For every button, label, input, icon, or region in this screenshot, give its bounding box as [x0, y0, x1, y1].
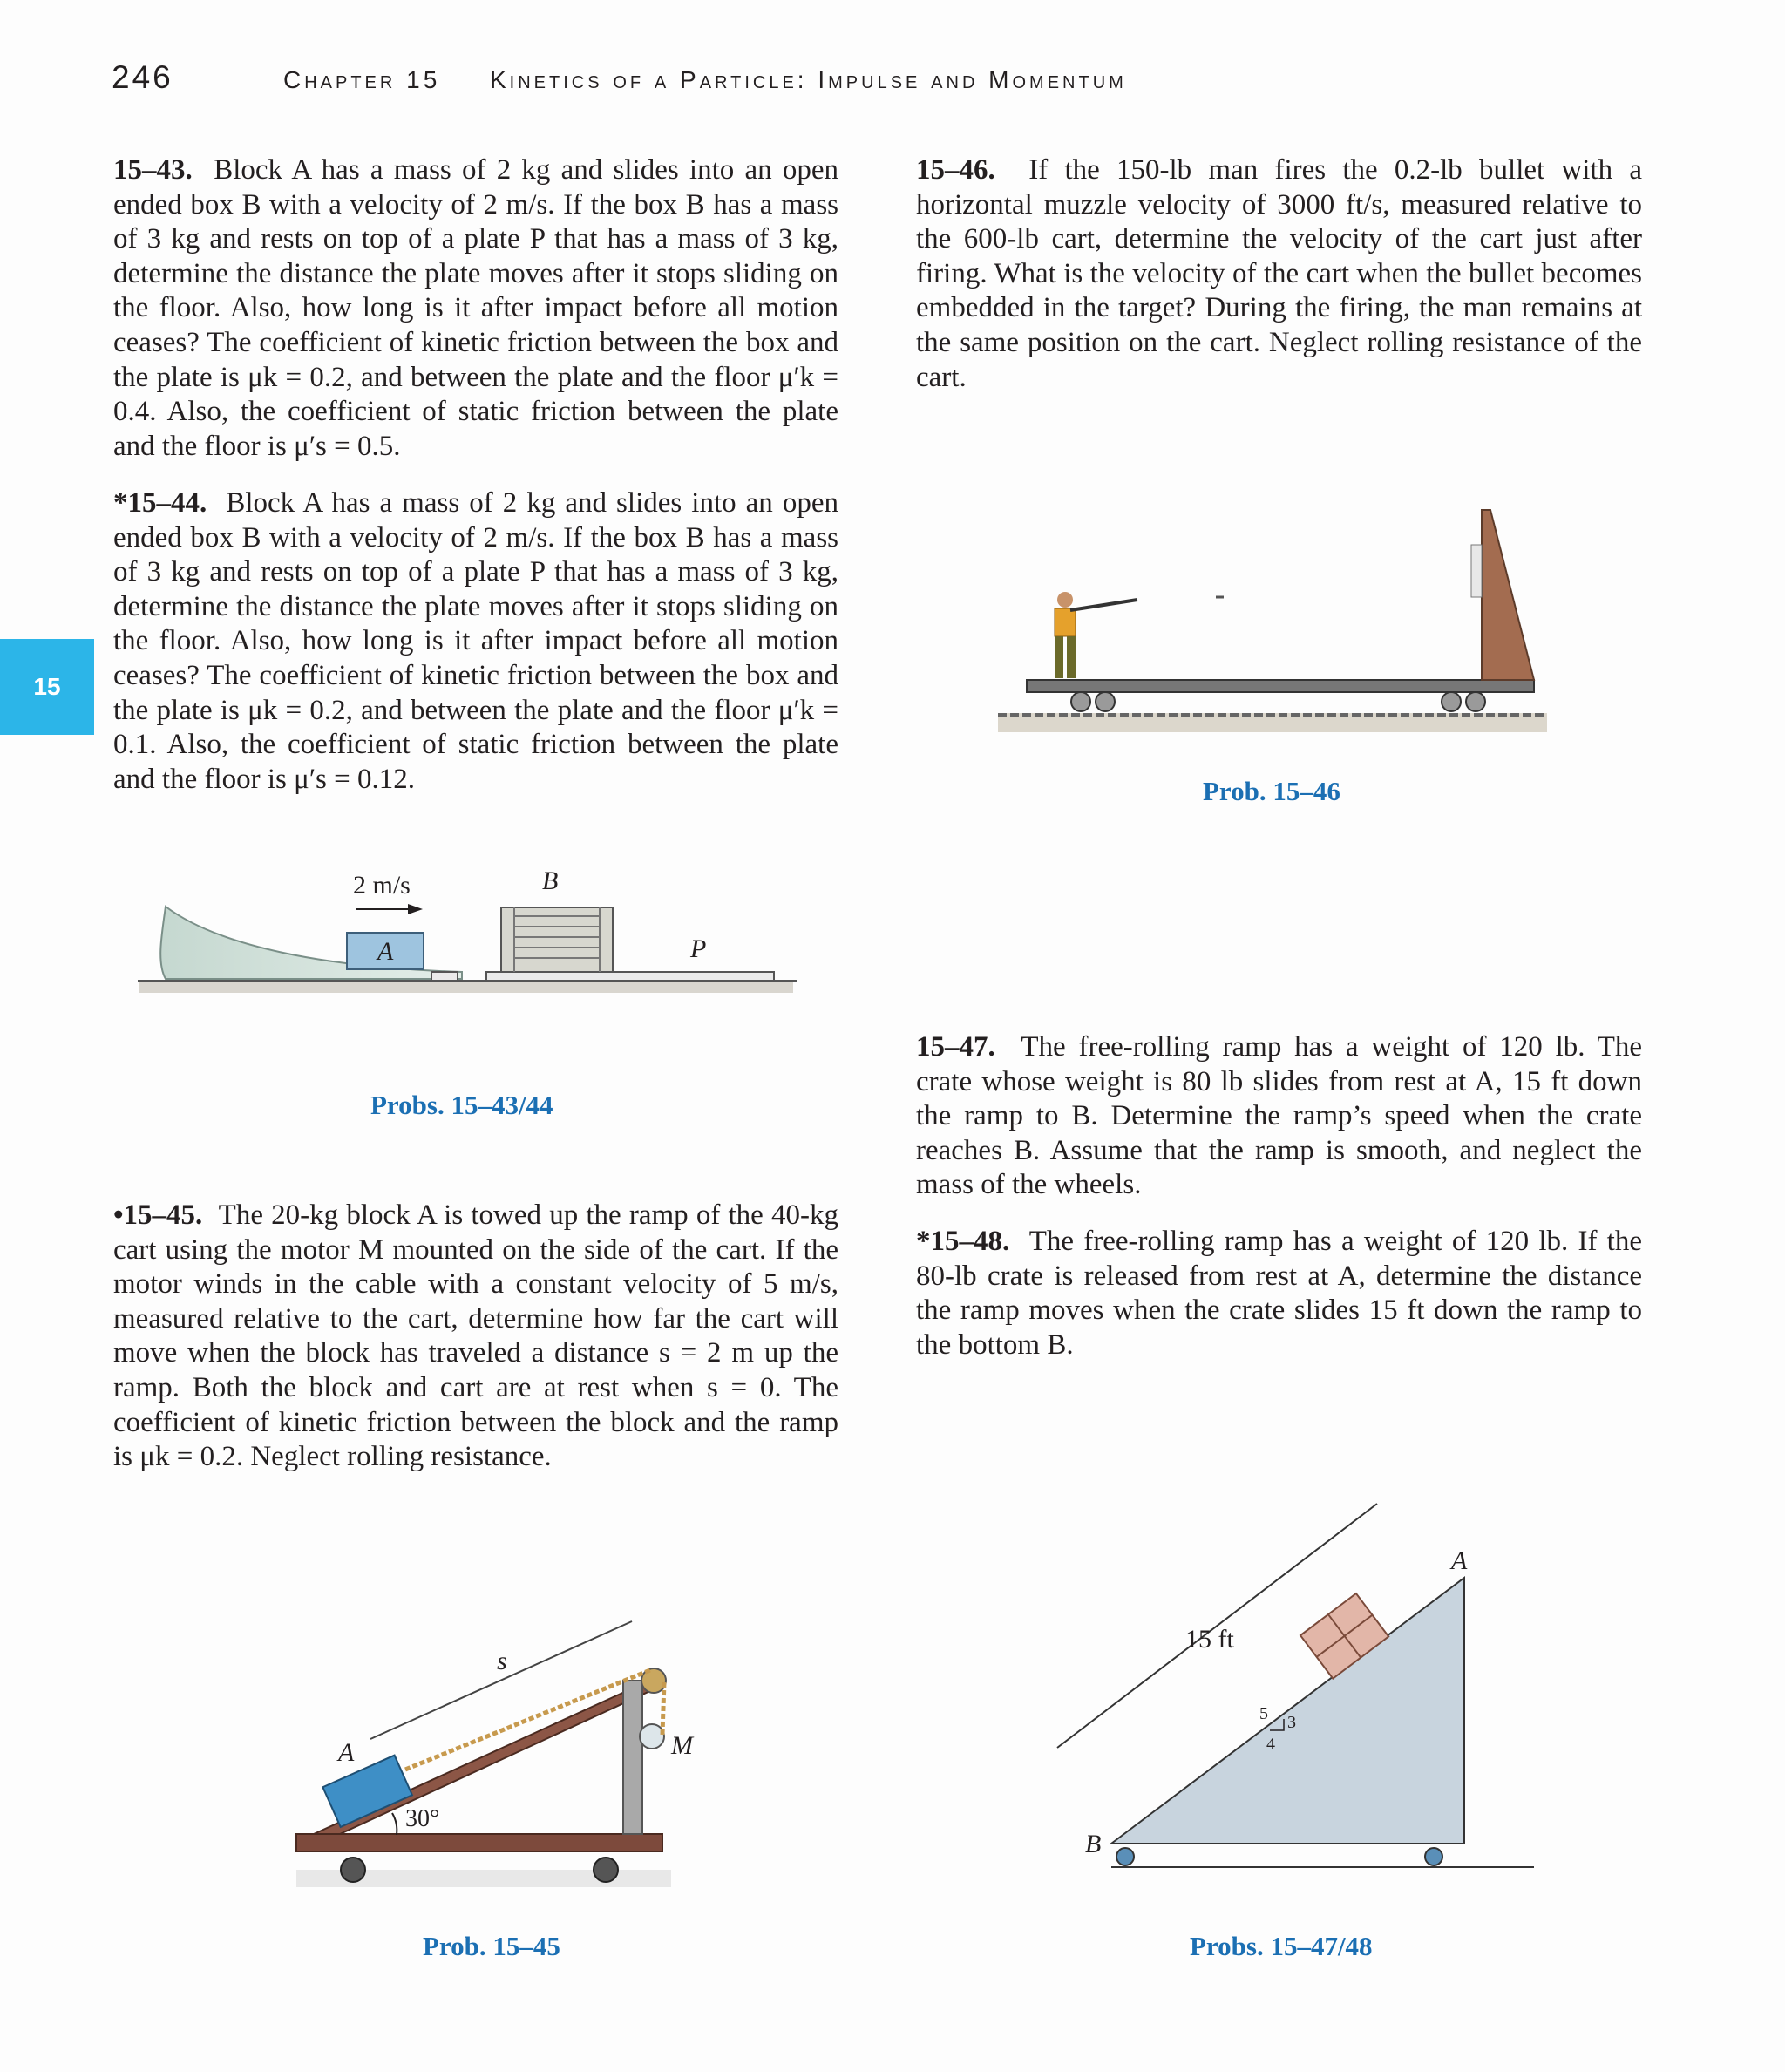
floor-hatch — [139, 981, 793, 993]
problem-text: Block A has a mass of 2 kg and slides into an open ended box B with a velocity of 2 m/s. If the box B has a mass of 3 kg and rests on top of a plate P that has a mass of 3 kg, determine the distance the plate moves after it stops sliding on the floor. Also, how long is it after impact before all motion ceases? The coefficient of kinetic friction between the box and the plate is μk = 0.2, and between the plate and the floor μ′k = 0.1. Also, the coefficient of static friction between the plate and the floor is μ′s = 0.12. — [113, 487, 838, 795]
cart-deck — [1027, 680, 1534, 692]
chapter-label: Chapter 15 — [283, 66, 441, 93]
page-number: 246 — [112, 59, 173, 95]
man-figure — [1055, 592, 1137, 678]
label-a: A — [1451, 1546, 1468, 1575]
problem-15-46 — [916, 153, 1642, 395]
problem-number: *15–44. — [113, 487, 207, 519]
problem-number: 15–43. — [113, 154, 193, 186]
problem-15-44 — [113, 486, 838, 797]
problem-text: The free-rolling ramp has a weight of 120 lb. If the 80-lb crate is released from rest at A, determine the distance the ramp moves when the crate slides 15 ft down the ramp to the bottom B. — [916, 1226, 1642, 1361]
post — [623, 1681, 642, 1834]
target-frame — [1482, 510, 1534, 680]
wheel-right — [594, 1858, 618, 1882]
velocity-label: 2 m/s — [353, 871, 411, 900]
wheels-right — [1442, 692, 1485, 711]
chapter-title: Kinetics of a Particle: Impulse and Momentum — [490, 66, 1127, 93]
problem-15-47 — [916, 1030, 1642, 1203]
cable — [405, 1670, 650, 1770]
problem-text: The 20-kg block A is towed up the ramp of the 40-kg cart using the motor M mounted on the side of the cart. If the motor winds in the cable with a constant velocity of 5 m/s, measured relative to the cart, determine how far the cart will move when the block has traveled a distance s = 2 m up the ramp. Both the block and cart are at rest when s = 0. The coefficient of kinetic friction between the block and the ramp is μk = 0.2. Neglect rolling resistance. — [113, 1199, 838, 1473]
label-a: A — [338, 1738, 355, 1767]
chapter-side-tab: 15 — [0, 639, 94, 735]
wheel-right — [1425, 1848, 1442, 1865]
problem-number: •15–45. — [113, 1199, 203, 1231]
label-m: M — [671, 1731, 693, 1760]
problem-15-45 — [113, 1199, 838, 1475]
figure-15-47-48 — [1042, 1491, 1538, 1883]
figure-15-45 — [288, 1569, 706, 1900]
target — [1471, 545, 1482, 597]
label-b: B — [1085, 1830, 1102, 1858]
slope-4: 4 — [1266, 1735, 1275, 1754]
cable-down — [662, 1682, 664, 1735]
motor-m — [640, 1724, 664, 1749]
plate-p — [486, 972, 774, 981]
figure-15-46 — [994, 506, 1551, 741]
problem-text: If the 150-lb man fires the 0.2-lb bullet with a horizontal muzzle velocity of 3000 ft/s, measured relative to the 600-lb cart, determine the velocity of the cart just after firing. What is the velocity of the cart when the bullet becomes embedded in the target? During the firing, the man remains at the same position on the cart. Neglect rolling resistance of the cart. — [916, 154, 1642, 393]
label-b: B — [542, 866, 559, 895]
problem-text: Block A has a mass of 2 kg and slides into an open ended box B with a velocity of 2 m/s. If the box B has a mass of 3 kg and rests on top of a plate P that has a mass of 3 kg, determine the distance the plate moves after it stops sliding on the floor. Also, how long is it after impact before all motion ceases? The coefficient of kinetic friction between the box and the plate is μk = 0.2, and between the plate and the floor μ′k = 0.4. Also, the coefficient of static friction between the plate and the floor is μ′s = 0.5. — [113, 154, 838, 462]
label-a: A — [377, 937, 394, 966]
wheel-left — [341, 1858, 365, 1882]
problem-number: *15–48. — [916, 1226, 1010, 1257]
problem-number: 15–47. — [916, 1031, 995, 1063]
slope-5: 5 — [1259, 1704, 1268, 1723]
caption-15-45: Prob. 15–45 — [423, 1931, 560, 1961]
figure-15-43-44 — [131, 859, 802, 1011]
label-s: s — [497, 1647, 507, 1675]
problem-text: The free-rolling ramp has a weight of 120 lb. The crate whose weight is 80 lb slides from rest at A, 15 ft down the ramp to B. Determine the ramp’s speed when the crate reaches B. Assume that the ramp is smooth, and neglect the mass of the wheels. — [916, 1031, 1643, 1201]
problem-number: 15–46. — [916, 154, 995, 186]
lead-plate — [431, 972, 458, 981]
angle-label: 30° — [405, 1805, 440, 1832]
problem-15-48 — [916, 1225, 1642, 1362]
distance-label: 15 ft — [1185, 1625, 1234, 1654]
label-p: P — [690, 934, 707, 963]
wheel-left — [1116, 1848, 1134, 1865]
caption-15-43-44: Probs. 15–43/44 — [370, 1090, 553, 1120]
cart-base — [296, 1834, 662, 1851]
caption-15-46: Prob. 15–46 — [1203, 776, 1340, 806]
angle-arc — [392, 1813, 397, 1835]
wheels-left — [1071, 692, 1115, 711]
box-b — [501, 907, 613, 972]
arrow-head — [408, 904, 423, 914]
caption-15-47-48: Probs. 15–47/48 — [1190, 1931, 1373, 1961]
ramp-body — [1111, 1578, 1464, 1844]
problem-15-43 — [113, 153, 838, 464]
dimension-s — [370, 1621, 632, 1739]
slope-3: 3 — [1287, 1713, 1296, 1732]
